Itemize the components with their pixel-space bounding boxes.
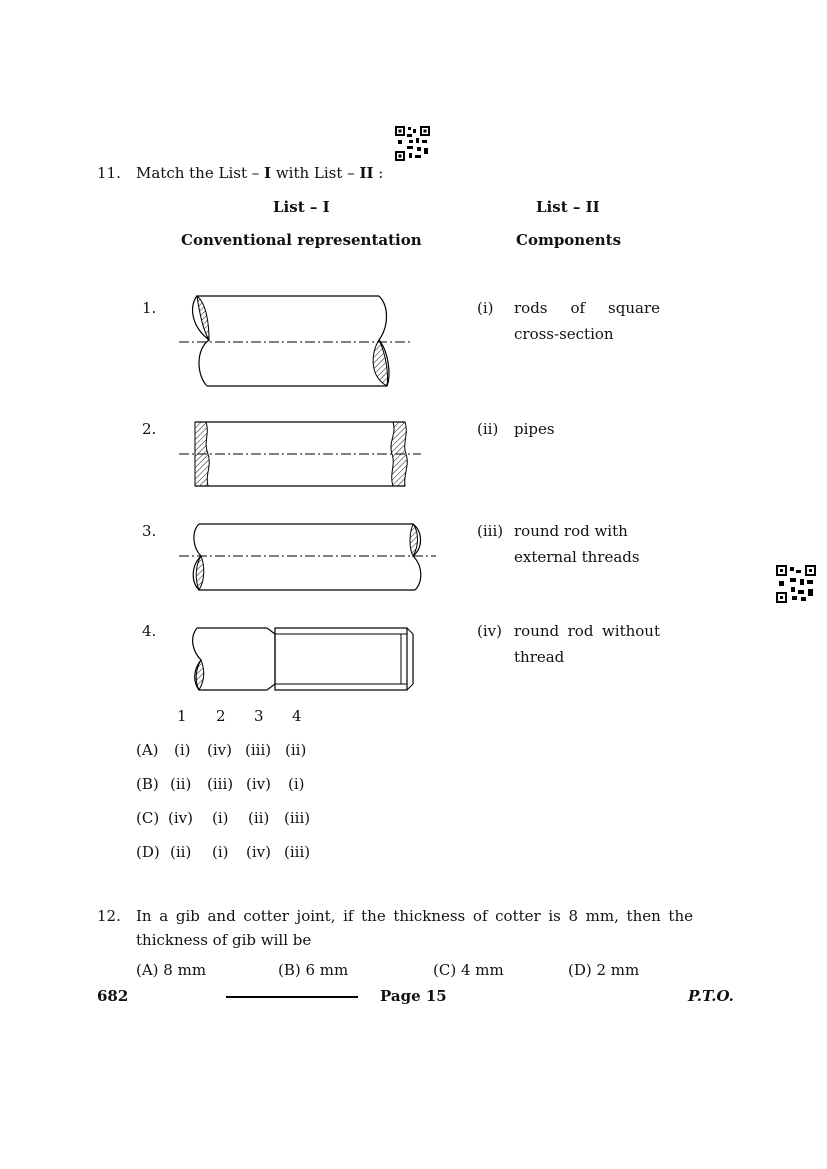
footer-page-number: Page 15 [380, 987, 447, 1005]
solid-round-break-figure [175, 290, 415, 390]
list-2-item-3-roman: (iii) [477, 522, 504, 540]
list-2-subheading: Components [516, 231, 622, 249]
option-b-val-2: (iii) [207, 775, 234, 793]
item-4-number: 4. [142, 622, 157, 640]
footer-code: 682 [97, 987, 129, 1005]
list-2-item-1-roman: (i) [477, 299, 494, 317]
list-2-heading: List – II [536, 198, 600, 216]
option-a-val-3: (iii) [245, 741, 272, 759]
stem-prefix: Match the List – [136, 164, 265, 182]
list-2-item-3-text-2: external threads [514, 548, 640, 566]
q12-option-d[interactable]: (D) 2 mm [568, 961, 640, 979]
question-12-number: 12. [97, 907, 121, 925]
col-header-4: 4 [292, 707, 302, 725]
stem-mid: with List – [271, 164, 360, 182]
list-2-item-4-text-2: thread [514, 648, 565, 666]
col-header-3: 3 [254, 707, 264, 725]
footer-rule [226, 996, 358, 998]
square-rod-break-figure [175, 414, 425, 494]
pipe-break-figure [175, 518, 440, 598]
question-11-stem [136, 164, 383, 182]
option-a-val-1: (i) [174, 741, 191, 759]
footer-pto: P.T.O. [688, 987, 734, 1005]
option-b-val-4: (i) [288, 775, 305, 793]
stem-suffix: : [373, 164, 384, 182]
col-header-1: 1 [177, 707, 187, 725]
option-d-val-2: (i) [212, 843, 229, 861]
qr-code-side-icon [776, 565, 816, 603]
item-3-number: 3. [142, 522, 157, 540]
list-2-item-3-text: round rod with [514, 522, 628, 540]
option-d-val-1: (ii) [170, 843, 192, 861]
list-2-item-2-roman: (ii) [477, 420, 499, 438]
option-b-val-3: (iv) [246, 775, 271, 793]
option-d-val-3: (iv) [246, 843, 271, 861]
option-a-val-4: (ii) [285, 741, 307, 759]
list-2-item-4-roman: (iv) [477, 622, 502, 640]
list-2-item-1-text: rods of square [514, 299, 660, 317]
question-11-number: 11. [97, 164, 121, 182]
stem-bold-1: I [264, 164, 272, 182]
option-c-val-2: (i) [212, 809, 229, 827]
q12-option-a[interactable]: (A) 8 mm [136, 961, 207, 979]
list-2-item-2-text: pipes [514, 420, 555, 438]
option-a-val-2: (iv) [207, 741, 232, 759]
option-c-val-1: (iv) [168, 809, 193, 827]
option-c-label: (C) [136, 809, 160, 827]
list-2-item-4-text: round rod without [514, 622, 660, 640]
option-c-val-4: (iii) [284, 809, 311, 827]
list-1-heading: List – I [273, 198, 330, 216]
item-2-number: 2. [142, 420, 157, 438]
stem-bold-2: II [359, 164, 374, 182]
col-header-2: 2 [216, 707, 226, 725]
q12-option-b[interactable]: (B) 6 mm [278, 961, 349, 979]
option-c-val-3: (ii) [248, 809, 270, 827]
option-a-label: (A) [136, 741, 159, 759]
threaded-rod-figure [175, 622, 420, 694]
list-1-subheading: Conventional representation [181, 231, 422, 249]
option-d-val-4: (iii) [284, 843, 311, 861]
q12-option-c[interactable]: (C) 4 mm [433, 961, 504, 979]
option-b-label: (B) [136, 775, 159, 793]
option-b-val-1: (ii) [170, 775, 192, 793]
question-12-line-1: In a gib and cotter joint, if the thickness of cotter is 8 mm, then the [136, 907, 693, 925]
list-2-item-1-text-2: cross-section [514, 325, 614, 343]
qr-code-top-icon [395, 126, 430, 161]
item-1-number: 1. [142, 299, 157, 317]
question-12-line-2: thickness of gib will be [136, 931, 312, 949]
option-d-label: (D) [136, 843, 160, 861]
